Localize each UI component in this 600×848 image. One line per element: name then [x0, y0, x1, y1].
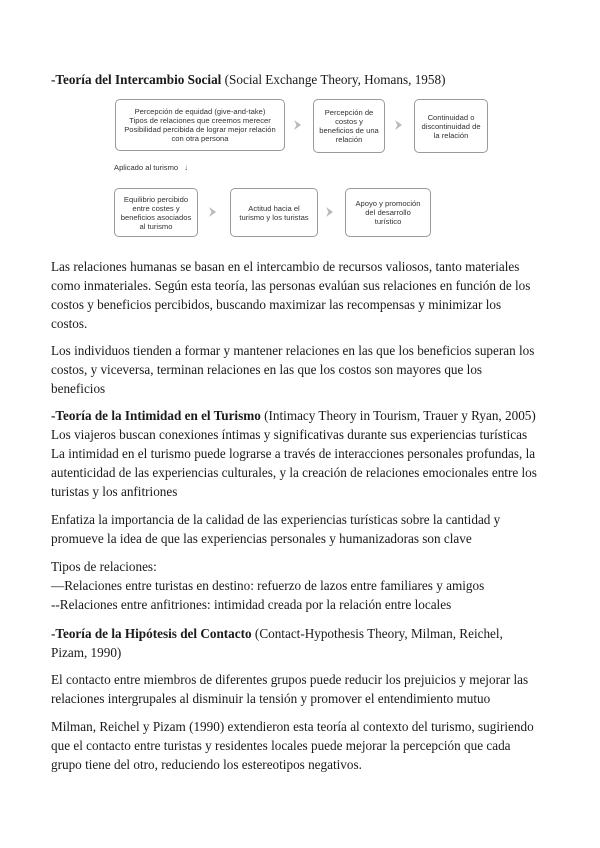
section-title: -Teoría de la Intimidad en el Turismo: [51, 408, 261, 423]
contact-paragraph-2: [51, 717, 551, 774]
diagram-text: turístico: [374, 217, 402, 226]
intimacy-paragraph-2: [51, 510, 551, 548]
diagram-text: turismo y los turistas: [239, 212, 309, 222]
section-citation: (Intimacy Theory in Tourism, Trauer y Ryan, 2005): [260, 408, 536, 423]
diagram-text: entre costes y: [132, 203, 180, 213]
diagram-text: beneficios de una: [319, 126, 379, 135]
diagram-text: Percepción de equidad (give-and-take): [134, 107, 266, 116]
text-line: costos.: [51, 316, 88, 331]
intimacy-section: [51, 406, 551, 501]
chevron-right-icon: [324, 206, 336, 218]
diagram-text: al turismo: [139, 221, 173, 231]
list-item: --Relaciones entre anfitriones: intimidad creada por la relación entre locales: [51, 597, 452, 612]
diagram-text: Posibilidad percibida de lograr mejor relación: [124, 125, 276, 134]
text-line: que el contacto entre turistas y residentes locales puede mejorar la percepción que cada: [51, 738, 511, 753]
relation-types: [51, 557, 551, 614]
text-line: Las relaciones humanas se basan en el intercambio de recursos valiosos, tanto materiales: [51, 259, 520, 274]
section-citation: (Social Exchange Theory, Homans, 1958): [221, 72, 446, 87]
applied-to-tourism-label: [114, 163, 188, 172]
section-citation: (Contact-Hypothesis Theory, Milman, Reichel,: [251, 626, 503, 641]
social-exchange-paragraph-2: [51, 341, 551, 398]
text-line: Pizam, 1990): [51, 645, 122, 660]
diagram-text: relación: [335, 135, 363, 144]
text-line: turistas y los anfitriones: [51, 484, 178, 499]
section-title: -Teoría del Intercambio Social: [51, 72, 222, 87]
text-line: Los viajeros buscan conexiones íntimas y significativas durante sus experiencias turísticas: [51, 427, 528, 442]
text-line: Enfatiza la importancia de la calidad de las experiencias turísticas sobre la cantidad y: [51, 512, 501, 527]
diagram-text: del desarrollo: [365, 208, 411, 217]
text-line: relaciones intergrupales al disminuir la tensión y promover el entendimiento mutuo: [51, 691, 491, 706]
social-exchange-paragraph-1: [51, 257, 551, 333]
text-line: grupo tiene del otro, reduciendo los estereotipos negativos.: [51, 757, 362, 772]
diagram-text: Percepción de: [324, 108, 374, 117]
diagram-box-perceived-balance: [114, 188, 198, 237]
diagram-text: Tipos de relaciones que creemos merecer: [129, 116, 271, 125]
diagram-box-support: [345, 188, 431, 237]
diagram-text: costos y: [335, 117, 363, 126]
section-title: -Teoría de la Hipótesis del Contacto: [51, 626, 252, 641]
diagram-text: Continuidad o: [427, 112, 475, 122]
diagram-box-costs-benefits: [313, 99, 385, 153]
chevron-right-icon: [207, 206, 219, 218]
diagram-text: beneficios asociados: [120, 212, 192, 222]
diagram-text: Apoyo y promoción: [355, 199, 421, 208]
diagram-text: Equilibrio percibido: [123, 194, 189, 204]
applied-label-text: Aplicado al turismo: [114, 163, 179, 172]
text-line: Tipos de relaciones:: [51, 559, 157, 574]
text-line: beneficios: [51, 381, 106, 396]
chevron-right-icon: [393, 119, 405, 131]
text-line: Milman, Reichel y Pizam (1990) extendieron esta teoría al contexto del turismo, sugiriendo: [51, 719, 534, 734]
diagram-text: discontinuidad de: [421, 121, 481, 131]
social-exchange-diagram: [0, 0, 600, 260]
text-line: autenticidad de las experiencias culturales, y la creación de relaciones emocionales entre los: [51, 465, 537, 480]
diagram-box-equity: [115, 99, 285, 151]
text-line: costos y beneficios percibidos, buscando maximizar las recompensas y minimizar los: [51, 297, 502, 312]
diagram-text: con otra persona: [171, 134, 229, 143]
text-line: Los individuos tienden a formar y mantener relaciones en las que los beneficios superan los: [51, 343, 535, 358]
text-line: como inmateriales. Según esta teoría, las personas evalúan sus relaciones en función de los: [51, 278, 531, 293]
text-line: costos, y viceversa, terminan relaciones en las que los costos son mayores que los: [51, 362, 483, 377]
list-item: —Relaciones entre turistas en destino: refuerzo de lazos entre familiares y amigos: [51, 578, 485, 593]
text-line: El contacto entre miembros de diferentes grupos puede reducir los prejuicios y mejorar las: [51, 672, 529, 687]
contact-paragraph-1: [51, 670, 551, 708]
text-line: promueve la idea de que las experiencias personales y humanizadoras son clave: [51, 531, 472, 546]
chevron-right-icon: [292, 119, 304, 131]
diagram-box-continuity: [414, 99, 488, 153]
diagram-text: Actitud hacia el: [248, 203, 300, 213]
text-line: La intimidad en el turismo puede lograrse a través de interacciones personales profundas, la: [51, 446, 536, 461]
diagram-text: la relación: [433, 130, 469, 140]
arrow-down-icon: ↓: [184, 163, 189, 172]
contact-section: [51, 624, 551, 662]
diagram-box-attitude: [230, 188, 318, 237]
